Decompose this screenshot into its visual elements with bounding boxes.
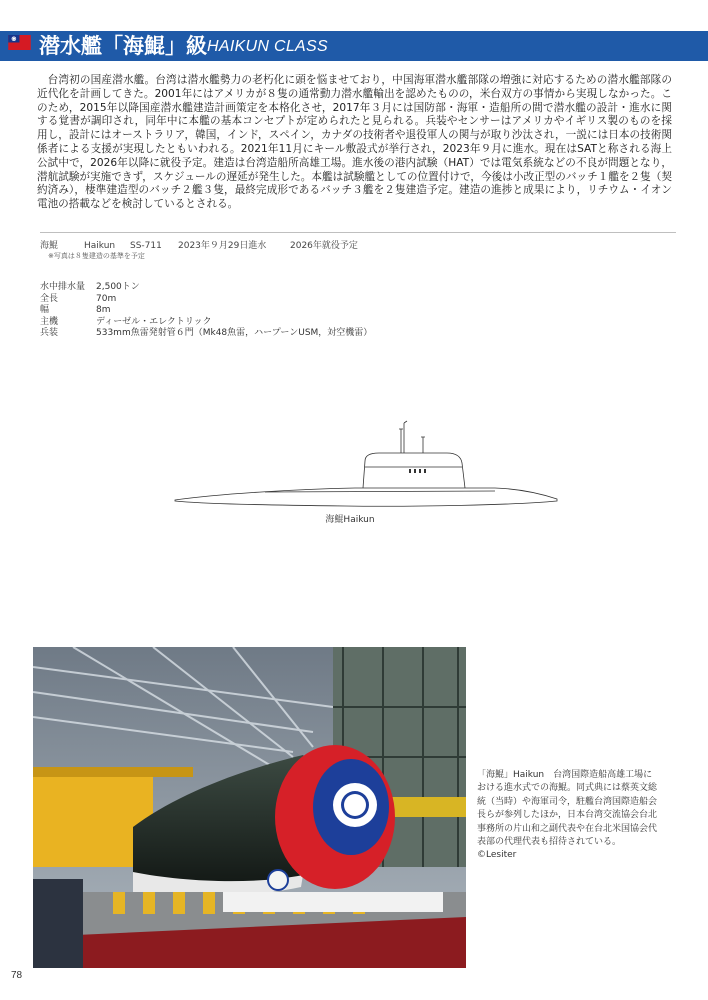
page-title: 潜水艦「海鯤」級	[39, 34, 207, 58]
submarine-profile-drawing	[165, 415, 560, 515]
page-number: 78	[11, 970, 23, 981]
photo-caption: 「海鯤」Haikun 台湾国際造船高雄工場における進水式での海鯤。同式典には蔡英文総統（当時）や海軍司令，駐艦台湾国際造船会長らが参列したほか，日本台湾交流協会台北事務所の片山和之副代表や在台北米国協会代表部の代理代表も招待されている。©Lesiter	[477, 770, 658, 861]
spec-label: 主機	[40, 316, 59, 327]
boat-list-note: ※写真は８隻建造の基準を予定	[48, 252, 145, 260]
spec-label: 兵装	[40, 328, 59, 339]
page-title-english: HAIKUN CLASS	[207, 38, 328, 55]
boat-launch-date: 2023年９月29日進水	[178, 241, 267, 251]
spec-value: 533mm魚雷発射管６門（Mk48魚雷，ハープーンUSM，対空機雷）	[96, 328, 373, 339]
boat-name: Haikun	[84, 241, 116, 251]
spec-label: 水中排水量	[40, 282, 86, 292]
spec-label: 幅	[40, 305, 50, 316]
launch-ceremony-photo	[33, 647, 466, 968]
drawing-caption: 海鯤Haikun	[325, 515, 375, 525]
spec-value: ディーゼル・エレクトリック	[96, 316, 212, 327]
divider	[40, 232, 676, 233]
body-paragraph: 台湾初の国産潜水艦。台湾は潜水艦勢力の老朽化に頭を悩ませており，中国海軍潜水艦部隊の増強に対応するための潜水艦部隊の近代化を計画してきた。2001年にはアメリカが８隻の通常動力潜水艦輸出を認めたものの，米台双方の事情から実現しなかった。このため，2015年以降国産潜水艦建造計画策定を本格化させ，2017年３月には国防部・海軍・造船所の間で潜水艦の設計・進水に関する覚書が調印され，同年中に本艦の基本コンセプトが定められたと見られる。兵装やセンサーはアメリカやイギリス製のものを採用し，設計にはオーストラリア，韓国，インド，スペイン，カナダの技術者や退役軍人の関与が取り沙汰され，一説には日本の技術関係者による支援が実現したともいわれる。2021年11月にキール敷設式が挙行され，2023年９月に進水。現在はSATと称される海上公試中で，2026年以降に就役予定。建造は台湾造船所高雄工場。進水後の港内試験（HAT）では電気系統などの不良が問題となり，潜航試験が実施できず，スケジュールの遅延が発生した。本艦は試験艦としての位置付けで，今後は小改正型のバッチ１艦を２隻（契約済み），棲準建造型のバッチ２艦３隻，最終完成形であるバッチ３艦を２隻建造予定。建造の進捗と成果により，リチウム・イオン電池の搭載などを検討しているとされる。	[37, 74, 672, 211]
boat-type: 海鯤	[40, 241, 59, 251]
boat-service-date: 2026年就役予定	[290, 241, 358, 251]
spec-label: 全長	[40, 293, 59, 304]
boat-hull-number: SS-711	[130, 241, 162, 251]
spec-value: 2,500トン	[96, 282, 140, 292]
spec-value: 70m	[96, 293, 117, 304]
page-header-bar	[0, 31, 708, 61]
spec-value: 8m	[96, 305, 111, 316]
taiwan-flag-icon	[8, 35, 31, 50]
